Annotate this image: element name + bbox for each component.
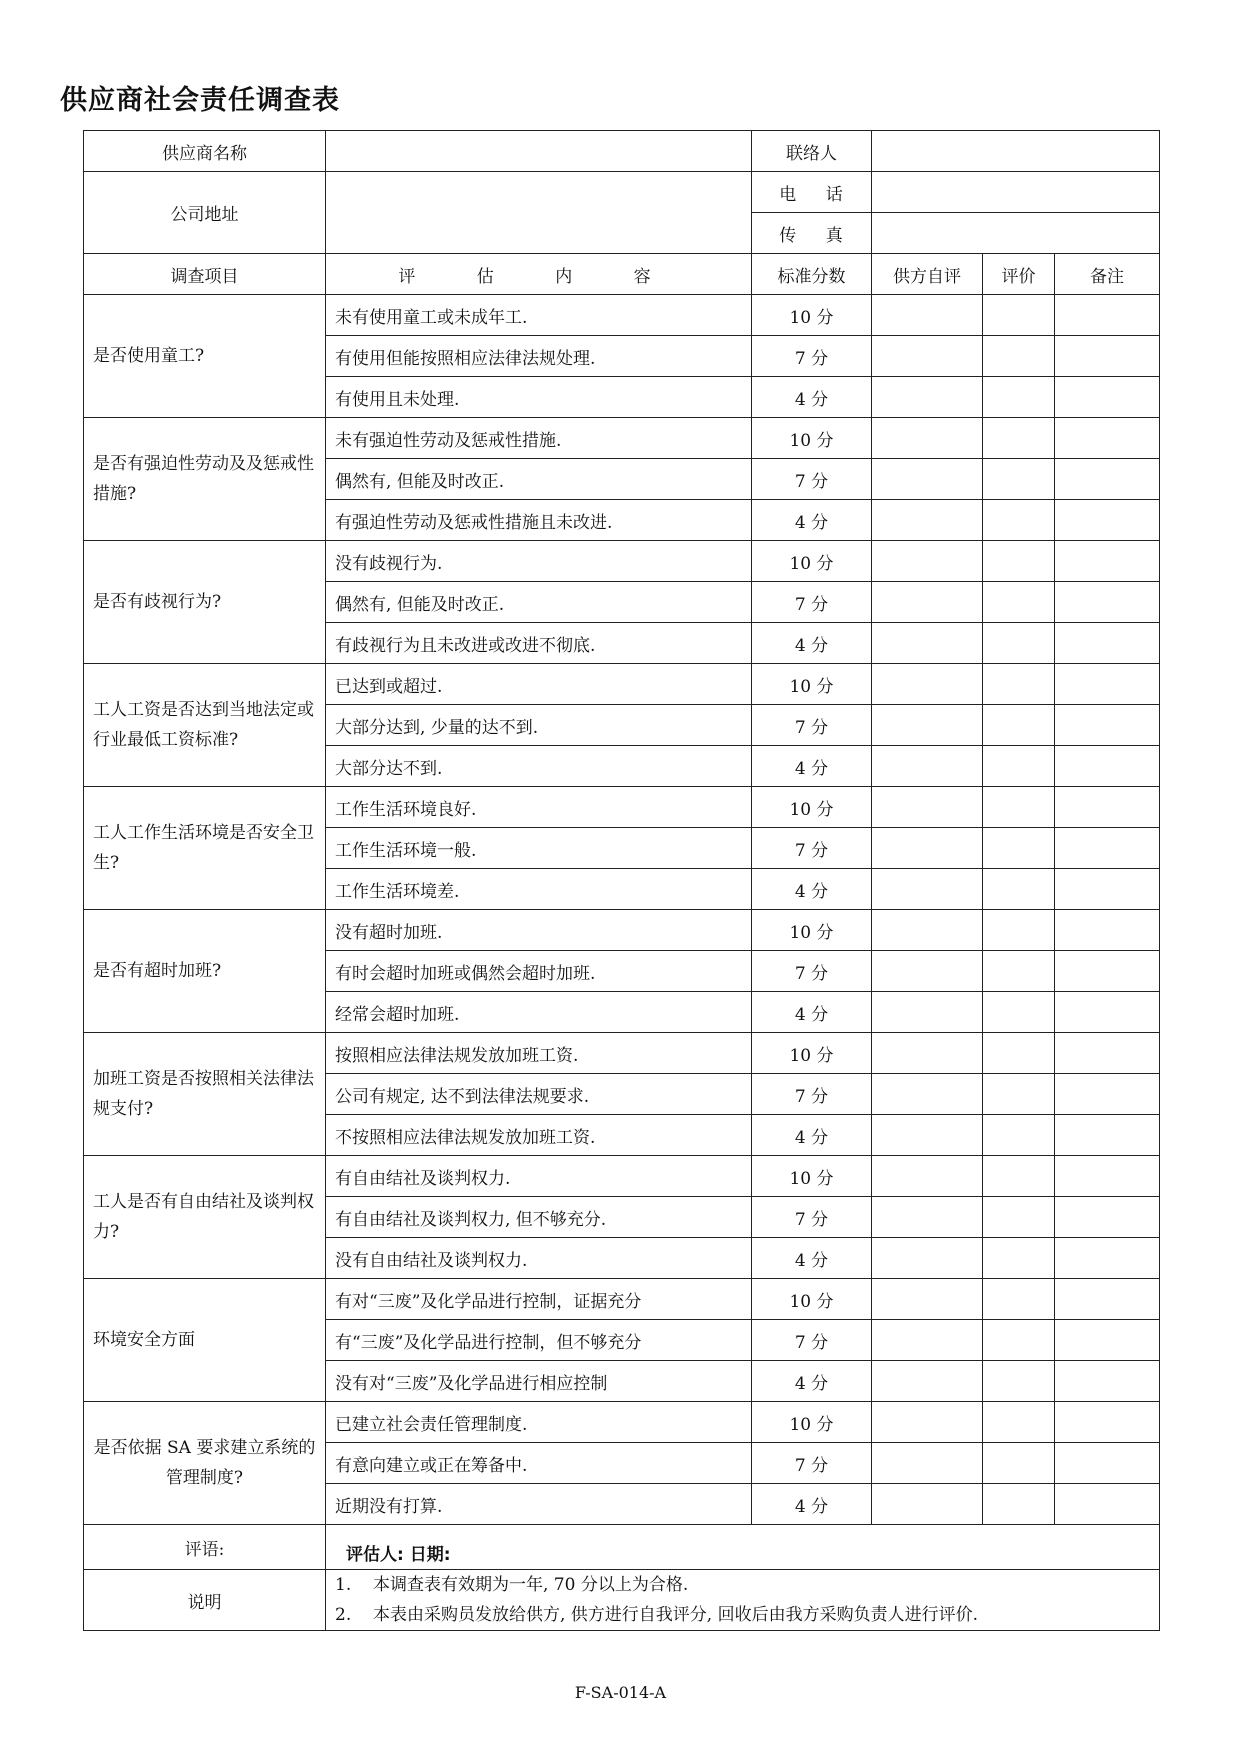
remark-cell[interactable] (1055, 787, 1160, 828)
address-row (84, 172, 1160, 213)
remark-cell[interactable] (1055, 418, 1160, 459)
option-text: 大部分达不到. (326, 746, 752, 787)
survey-item: 是否有歧视行为? (84, 541, 326, 664)
remark-cell[interactable] (1055, 1156, 1160, 1197)
self-score-cell[interactable] (872, 1361, 983, 1402)
option-text: 已建立社会责任管理制度. (326, 1402, 752, 1443)
option-text: 有强迫性劳动及惩戒性措施且未改进. (326, 500, 752, 541)
table-row (84, 1156, 1160, 1197)
table-row (84, 541, 1160, 582)
note-number: 1. (335, 1575, 352, 1595)
standard-score: 10 分 (752, 1156, 872, 1197)
evaluation-cell[interactable] (983, 500, 1055, 541)
standard-score: 10 分 (752, 541, 872, 582)
evaluation-cell[interactable] (983, 377, 1055, 418)
evaluation-cell[interactable] (983, 582, 1055, 623)
column-header-eval: 评价 (983, 254, 1055, 295)
notes-content (326, 1570, 1160, 1631)
column-header-content: 评 估 内 容 (326, 254, 752, 295)
remark-cell[interactable] (1055, 1033, 1160, 1074)
remark-cell[interactable] (1055, 1074, 1160, 1115)
standard-score: 7 分 (752, 1074, 872, 1115)
remark-cell[interactable] (1055, 336, 1160, 377)
phone-field[interactable] (872, 172, 1160, 213)
option-text: 经常会超时加班. (326, 992, 752, 1033)
supplier-name-field[interactable] (326, 131, 752, 172)
option-text: 有对“三废”及化学品进行控制，证据充分 (326, 1279, 752, 1320)
self-score-cell[interactable] (872, 1279, 983, 1320)
survey-item: 工人是否有自由结社及谈判权力? (84, 1156, 326, 1279)
self-score-cell[interactable] (872, 1320, 983, 1361)
standard-score: 7 分 (752, 951, 872, 992)
note-line (335, 1570, 1150, 1600)
standard-score: 7 分 (752, 1197, 872, 1238)
standard-score: 4 分 (752, 1238, 872, 1279)
evaluation-cell[interactable] (983, 1156, 1055, 1197)
self-score-cell[interactable] (872, 910, 983, 951)
self-score-cell[interactable] (872, 1033, 983, 1074)
self-score-cell[interactable] (872, 1443, 983, 1484)
option-text: 工作生活环境一般. (326, 828, 752, 869)
column-header-self: 供方自评 (872, 254, 983, 295)
evaluation-cell[interactable] (983, 787, 1055, 828)
self-score-cell[interactable] (872, 336, 983, 377)
option-text: 没有超时加班. (326, 910, 752, 951)
evaluation-cell[interactable] (983, 705, 1055, 746)
remark-cell[interactable] (1055, 377, 1160, 418)
evaluation-cell[interactable] (983, 1074, 1055, 1115)
self-score-cell[interactable] (872, 869, 983, 910)
remark-cell[interactable] (1055, 869, 1160, 910)
remark-cell[interactable] (1055, 828, 1160, 869)
option-text: 按照相应法律法规发放加班工资. (326, 1033, 752, 1074)
notes-row (84, 1570, 1160, 1631)
supplier-name-label: 供应商名称 (84, 131, 326, 172)
note-number: 2. (335, 1605, 352, 1625)
address-field[interactable] (326, 172, 752, 254)
evaluation-cell[interactable] (983, 623, 1055, 664)
evaluation-cell[interactable] (983, 1402, 1055, 1443)
remark-cell[interactable] (1055, 1320, 1160, 1361)
remark-cell[interactable] (1055, 541, 1160, 582)
option-text: 不按照相应法律法规发放加班工资. (326, 1115, 752, 1156)
option-text: 有“三废”及化学品进行控制，但不够充分 (326, 1320, 752, 1361)
self-score-cell[interactable] (872, 418, 983, 459)
standard-score: 4 分 (752, 500, 872, 541)
comment-field[interactable] (326, 1525, 1160, 1570)
self-score-cell[interactable] (872, 1115, 983, 1156)
comment-row (84, 1525, 1160, 1570)
self-score-cell[interactable] (872, 541, 983, 582)
standard-score: 10 分 (752, 1402, 872, 1443)
standard-score: 7 分 (752, 582, 872, 623)
remark-cell[interactable] (1055, 910, 1160, 951)
option-text: 偶然有, 但能及时改正. (326, 582, 752, 623)
evaluation-cell[interactable] (983, 992, 1055, 1033)
evaluation-cell[interactable] (983, 336, 1055, 377)
self-score-cell[interactable] (872, 1074, 983, 1115)
survey-item: 加班工资是否按照相关法律法规支付? (84, 1033, 326, 1156)
remark-cell[interactable] (1055, 1402, 1160, 1443)
table-row (84, 418, 1160, 459)
table-row (84, 1402, 1160, 1443)
evaluation-cell[interactable] (983, 1279, 1055, 1320)
survey-item: 是否有强迫性劳动及及惩戒性措施? (84, 418, 326, 541)
evaluation-cell[interactable] (983, 295, 1055, 336)
option-text: 公司有规定, 达不到法律法规要求. (326, 1074, 752, 1115)
self-score-cell[interactable] (872, 951, 983, 992)
option-text: 大部分达到, 少量的达不到. (326, 705, 752, 746)
option-text: 有自由结社及谈判权力. (326, 1156, 752, 1197)
self-score-cell[interactable] (872, 1197, 983, 1238)
option-text: 有歧视行为且未改进或改进不彻底. (326, 623, 752, 664)
evaluation-cell[interactable] (983, 1320, 1055, 1361)
survey-item: 是否使用童工? (84, 295, 326, 418)
option-text: 有自由结社及谈判权力, 但不够充分. (326, 1197, 752, 1238)
evaluation-cell[interactable] (983, 1033, 1055, 1074)
remark-cell[interactable] (1055, 623, 1160, 664)
option-text: 没有自由结社及谈判权力. (326, 1238, 752, 1279)
self-score-cell[interactable] (872, 787, 983, 828)
evaluation-cell[interactable] (983, 1115, 1055, 1156)
remark-cell[interactable] (1055, 1238, 1160, 1279)
standard-score: 7 分 (752, 1443, 872, 1484)
table-row (84, 1033, 1160, 1074)
self-score-cell[interactable] (872, 582, 983, 623)
self-score-cell[interactable] (872, 500, 983, 541)
option-text: 有时会超时加班或偶然会超时加班. (326, 951, 752, 992)
notes-label: 说明 (84, 1570, 326, 1631)
option-text: 没有对“三废”及化学品进行相应控制 (326, 1361, 752, 1402)
remark-cell[interactable] (1055, 500, 1160, 541)
standard-score: 4 分 (752, 1484, 872, 1525)
phone-label: 电 话 (752, 172, 872, 213)
standard-score: 4 分 (752, 377, 872, 418)
evaluation-cell[interactable] (983, 746, 1055, 787)
option-text: 未有强迫性劳动及惩戒性措施. (326, 418, 752, 459)
survey-item: 环境安全方面 (84, 1279, 326, 1402)
standard-score: 10 分 (752, 910, 872, 951)
note-line (335, 1600, 1150, 1630)
remark-cell[interactable] (1055, 582, 1160, 623)
remark-cell[interactable] (1055, 992, 1160, 1033)
standard-score: 7 分 (752, 459, 872, 500)
evaluation-cell[interactable] (983, 418, 1055, 459)
standard-score: 10 分 (752, 295, 872, 336)
column-header-item: 调查项目 (84, 254, 326, 295)
self-score-cell[interactable] (872, 1238, 983, 1279)
self-score-cell[interactable] (872, 705, 983, 746)
remark-cell[interactable] (1055, 1484, 1160, 1525)
standard-score: 7 分 (752, 336, 872, 377)
self-score-cell[interactable] (872, 664, 983, 705)
page-title: 供应商社会责任调查表 (60, 85, 340, 116)
remark-cell[interactable] (1055, 664, 1160, 705)
standard-score: 10 分 (752, 787, 872, 828)
standard-score: 10 分 (752, 1279, 872, 1320)
standard-score: 4 分 (752, 869, 872, 910)
column-header-remark: 备注 (1055, 254, 1160, 295)
note-text: 本表由采购员发放给供方, 供方进行自我评分, 回收后由我方采购负责人进行评价. (373, 1605, 979, 1625)
self-score-cell[interactable] (872, 377, 983, 418)
standard-score: 4 分 (752, 1115, 872, 1156)
signer-date-label: 评估人: 日期: (346, 1545, 451, 1565)
option-text: 偶然有, 但能及时改正. (326, 459, 752, 500)
evaluation-cell[interactable] (983, 1443, 1055, 1484)
evaluation-cell[interactable] (983, 1484, 1055, 1525)
evaluation-cell[interactable] (983, 910, 1055, 951)
supplier-name-row (84, 131, 1160, 172)
remark-cell[interactable] (1055, 705, 1160, 746)
self-score-cell[interactable] (872, 992, 983, 1033)
remark-cell[interactable] (1055, 459, 1160, 500)
evaluation-cell[interactable] (983, 541, 1055, 582)
option-text: 未有使用童工或未成年工. (326, 295, 752, 336)
self-score-cell[interactable] (872, 1484, 983, 1525)
standard-score: 4 分 (752, 1361, 872, 1402)
evaluation-cell[interactable] (983, 1197, 1055, 1238)
standard-score: 10 分 (752, 418, 872, 459)
contact-field[interactable] (872, 131, 1160, 172)
evaluation-cell[interactable] (983, 869, 1055, 910)
remark-cell[interactable] (1055, 951, 1160, 992)
standard-score: 4 分 (752, 992, 872, 1033)
standard-score: 7 分 (752, 705, 872, 746)
standard-score: 4 分 (752, 623, 872, 664)
option-text: 工作生活环境良好. (326, 787, 752, 828)
evaluation-cell[interactable] (983, 459, 1055, 500)
table-row (84, 1279, 1160, 1320)
standard-score: 7 分 (752, 828, 872, 869)
column-header-standard: 标准分数 (752, 254, 872, 295)
evaluation-cell[interactable] (983, 1361, 1055, 1402)
remark-cell[interactable] (1055, 1279, 1160, 1320)
standard-score: 7 分 (752, 1320, 872, 1361)
standard-score: 10 分 (752, 664, 872, 705)
standard-score: 4 分 (752, 746, 872, 787)
option-text: 已达到或超过. (326, 664, 752, 705)
document-code: F-SA-014-A (574, 1683, 667, 1702)
self-score-cell[interactable] (872, 746, 983, 787)
fax-label: 传 真 (752, 213, 872, 254)
evaluation-cell[interactable] (983, 664, 1055, 705)
remark-cell[interactable] (1055, 1361, 1160, 1402)
remark-cell[interactable] (1055, 1443, 1160, 1484)
remark-cell[interactable] (1055, 1115, 1160, 1156)
self-score-cell[interactable] (872, 1156, 983, 1197)
comment-label: 评语: (84, 1525, 326, 1570)
self-score-cell[interactable] (872, 1402, 983, 1443)
self-score-cell[interactable] (872, 459, 983, 500)
evaluation-cell[interactable] (983, 951, 1055, 992)
table-row (84, 664, 1160, 705)
address-label: 公司地址 (84, 172, 326, 254)
option-text: 近期没有打算. (326, 1484, 752, 1525)
survey-table (83, 130, 1160, 1631)
self-score-cell[interactable] (872, 623, 983, 664)
remark-cell[interactable] (1055, 295, 1160, 336)
remark-cell[interactable] (1055, 1197, 1160, 1238)
remark-cell[interactable] (1055, 746, 1160, 787)
evaluation-cell[interactable] (983, 828, 1055, 869)
table-row (84, 787, 1160, 828)
table-row (84, 910, 1160, 951)
survey-item: 工人工作生活环境是否安全卫生? (84, 787, 326, 910)
option-text: 有使用且未处理. (326, 377, 752, 418)
survey-item: 是否依据 SA 要求建立系统的管理制度? (84, 1402, 326, 1525)
option-text: 工作生活环境差. (326, 869, 752, 910)
evaluation-cell[interactable] (983, 1238, 1055, 1279)
option-text: 有使用但能按照相应法律法规处理. (326, 336, 752, 377)
contact-label: 联络人 (752, 131, 872, 172)
column-header-row (84, 254, 1160, 295)
table-row (84, 295, 1160, 336)
survey-item: 工人工资是否达到当地法定或行业最低工资标准? (84, 664, 326, 787)
option-text: 没有歧视行为. (326, 541, 752, 582)
self-score-cell[interactable] (872, 295, 983, 336)
standard-score: 10 分 (752, 1033, 872, 1074)
note-text: 本调查表有效期为一年, 70 分以上为合格. (373, 1575, 689, 1595)
self-score-cell[interactable] (872, 828, 983, 869)
fax-field[interactable] (872, 213, 1160, 254)
option-text: 有意向建立或正在筹备中. (326, 1443, 752, 1484)
survey-item: 是否有超时加班? (84, 910, 326, 1033)
